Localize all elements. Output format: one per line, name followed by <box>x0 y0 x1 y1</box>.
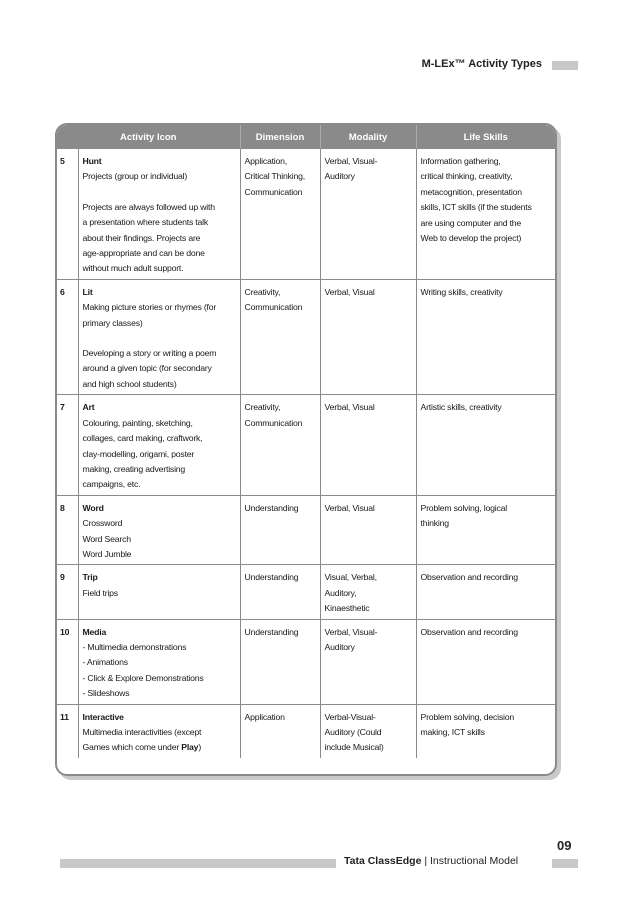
footer-text <box>344 855 518 867</box>
description-text: Games which come under <box>82 742 182 753</box>
header-decor-bar <box>552 61 578 70</box>
modality-line: Auditory (Could <box>324 727 382 737</box>
modality-line: Verbal, Visual <box>324 502 375 513</box>
modality-line: include Musical) <box>324 742 384 753</box>
row-number: 5 <box>57 149 78 279</box>
activity-description-line: collages, card making, craftwork, <box>82 433 203 444</box>
dimension-line: Application <box>244 711 285 722</box>
dimension-line: Communication <box>244 186 303 197</box>
modality-line: Verbal, Visual- <box>324 156 378 166</box>
column-header-life-skills: Life Skills <box>416 125 555 149</box>
dimension-line: Understanding <box>244 572 299 583</box>
activity-description-line: a presentation where students talk <box>82 217 209 228</box>
modality-cell <box>320 495 416 565</box>
modality-line: Verbal, Visual <box>324 286 375 297</box>
column-header-activity-icon: Activity Icon <box>57 125 240 149</box>
life-skills-line: Observation and recording <box>420 572 518 583</box>
life-skills-line: Problem solving, decision <box>420 711 515 722</box>
column-header-modality: Modality <box>320 125 416 149</box>
life-skills-line: skills, ICT skills (if the students <box>420 202 532 213</box>
activity-description-line: primary classes) <box>82 317 143 328</box>
modality-line: Verbal, Visual <box>324 402 375 413</box>
footer-brand: Tata ClassEdge <box>344 855 422 867</box>
life-skills-cell <box>416 495 555 565</box>
activity-types-table <box>55 123 557 776</box>
table-row <box>57 704 555 758</box>
activity-description-line: Crossword <box>82 518 123 529</box>
table-row <box>57 565 555 619</box>
life-skills-cell <box>416 279 555 394</box>
dimension-line: Understanding <box>244 502 299 513</box>
header-title: M-LEx™ Activity Types <box>421 58 542 70</box>
activity-description-line: without much adult support. <box>82 263 184 274</box>
modality-cell <box>320 704 416 758</box>
activity-name: Hunt <box>82 156 102 166</box>
life-skills-line: metacognition, presentation <box>420 186 522 197</box>
activity-description-line: Field trips <box>82 587 118 598</box>
activity-description-line: - Multimedia demonstrations <box>82 641 187 652</box>
table-row <box>57 279 555 394</box>
activity-cell <box>78 704 240 758</box>
dimension-cell <box>240 565 320 619</box>
activity-description-line: Making picture stories or rhymes (for <box>82 302 217 313</box>
row-number: 9 <box>57 565 78 619</box>
life-skills-line: making, ICT skills <box>420 727 485 737</box>
life-skills-cell <box>416 619 555 704</box>
life-skills-line: Writing skills, creativity <box>420 286 503 297</box>
table-row <box>57 495 555 565</box>
life-skills-cell <box>416 704 555 758</box>
modality-cell <box>320 395 416 495</box>
dimension-cell <box>240 495 320 565</box>
activity-description-line: about their findings. Projects are <box>82 232 201 243</box>
activity-cell <box>78 495 240 565</box>
activity-description-line: age-appropriate and can be done <box>82 248 205 259</box>
activity-description-line <box>83 740 236 755</box>
modality-cell <box>320 149 416 279</box>
activity-description-line: and high school students) <box>82 378 177 389</box>
activity-description-line: - Slideshows <box>82 688 130 699</box>
row-number: 11 <box>57 704 78 758</box>
modality-cell <box>320 279 416 394</box>
activity-description-line: Word Jumble <box>82 548 132 559</box>
modality-cell <box>320 619 416 704</box>
dimension-cell <box>240 704 320 758</box>
life-skills-line: thinking <box>420 518 449 529</box>
table-row <box>57 619 555 704</box>
activity-cell <box>78 149 240 279</box>
footer-subtitle: Instructional Model <box>429 855 519 867</box>
life-skills-line: Web to develop the project) <box>420 233 522 244</box>
activity-description-line: Multimedia interactivities (except <box>82 727 202 737</box>
modality-line: Verbal-Visual- <box>324 711 376 722</box>
life-skills-line: are using computer and the <box>420 217 522 228</box>
life-skills-line: critical thinking, creativity, <box>420 171 513 182</box>
modality-line: Auditory <box>324 171 355 182</box>
activity-description-line: clay-modelling, origami, poster <box>82 448 195 459</box>
dimension-cell <box>240 395 320 495</box>
life-skills-line: Artistic skills, creativity <box>420 402 502 413</box>
column-header-dimension: Dimension <box>240 125 320 149</box>
activity-description-line: Projects are always followed up with <box>82 201 215 212</box>
activity-description-line: Colouring, painting, sketching, <box>82 417 193 428</box>
activity-name: Art <box>82 402 95 413</box>
activity-description-line: campaigns, etc. <box>82 479 141 490</box>
activity-description-line: around a given topic (for secondary <box>82 363 212 374</box>
activity-cell <box>78 619 240 704</box>
activity-name: Media <box>82 626 107 637</box>
paragraph-gap <box>83 331 236 346</box>
dimension-line: Communication <box>244 417 303 428</box>
dimension-line: Communication <box>244 302 303 313</box>
life-skills-line: Information gathering, <box>420 156 501 166</box>
life-skills-line: Problem solving, logical <box>420 502 507 513</box>
modality-line: Visual, Verbal, <box>324 572 377 583</box>
life-skills-cell <box>416 565 555 619</box>
activity-name: Trip <box>82 572 98 583</box>
row-number: 8 <box>57 495 78 565</box>
modality-line: Auditory <box>324 641 355 652</box>
modality-line: Auditory, <box>324 587 357 598</box>
footer-decor-bar-left <box>60 859 336 868</box>
modality-line: Kinaesthetic <box>324 603 370 614</box>
footer-decor-bar-right <box>552 859 578 868</box>
table-header-row <box>57 125 555 149</box>
row-number: 7 <box>57 395 78 495</box>
activity-name: Interactive <box>82 711 124 722</box>
table-row <box>57 395 555 495</box>
life-skills-cell <box>416 395 555 495</box>
description-text: ) <box>198 742 202 753</box>
activity-description-line: making, creating advertising <box>82 463 186 474</box>
footer-separator: | <box>421 855 430 867</box>
activity-name: Word <box>82 502 104 513</box>
activity-name: Lit <box>82 286 93 297</box>
dimension-line: Creativity, <box>244 286 281 297</box>
activity-description-line: - Animations <box>82 657 128 668</box>
dimension-cell <box>240 279 320 394</box>
dimension-cell <box>240 619 320 704</box>
description-emphasis: Play <box>181 742 199 753</box>
dimension-line: Creativity, <box>244 402 281 413</box>
activity-description-line: - Click & Explore Demonstrations <box>82 672 204 683</box>
modality-cell <box>320 565 416 619</box>
activity-description-line: Projects (group or individual) <box>82 171 188 182</box>
activity-cell <box>78 279 240 394</box>
activity-cell <box>78 565 240 619</box>
life-skills-line: Observation and recording <box>420 626 518 637</box>
paragraph-gap <box>83 185 236 200</box>
life-skills-cell <box>416 149 555 279</box>
page-number: 09 <box>557 838 572 853</box>
table-row <box>57 149 555 279</box>
modality-line: Verbal, Visual- <box>324 626 378 637</box>
dimension-line: Application, <box>244 156 288 166</box>
activity-description-line: Developing a story or writing a poem <box>82 348 217 359</box>
dimension-line: Understanding <box>244 626 299 637</box>
activity-description-line: Word Search <box>82 533 131 544</box>
dimension-line: Critical Thinking, <box>244 171 305 182</box>
row-number: 6 <box>57 279 78 394</box>
activity-cell <box>78 395 240 495</box>
dimension-cell <box>240 149 320 279</box>
row-number: 10 <box>57 619 78 704</box>
